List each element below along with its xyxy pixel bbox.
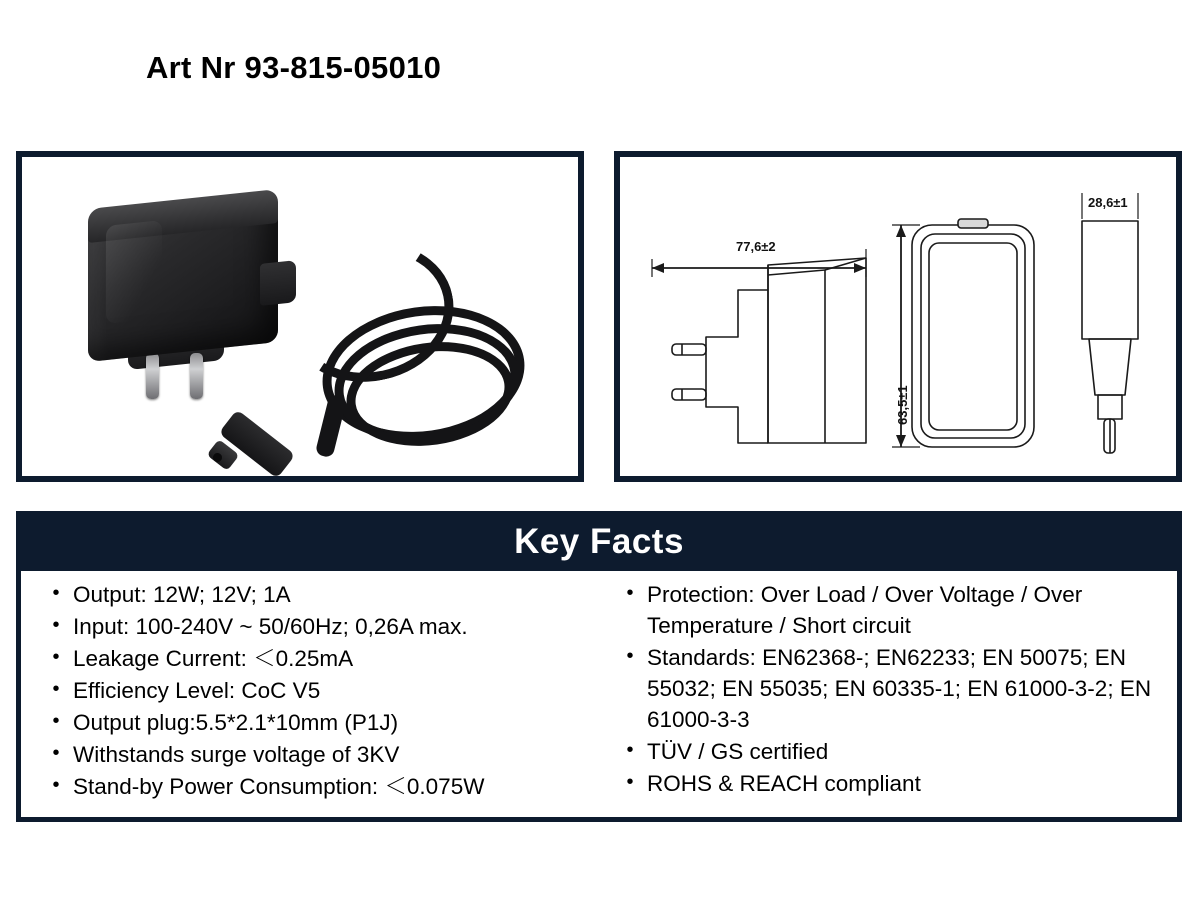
list-item <box>39 739 593 770</box>
key-facts-body <box>21 571 1177 803</box>
key-fact-text: Output plug:5.5*2.1*10mm (P1J) <box>73 709 399 735</box>
list-item <box>613 642 1171 735</box>
bullet-icon: • <box>626 739 634 762</box>
bullet-icon: • <box>52 709 60 732</box>
list-item <box>613 579 1171 641</box>
technical-drawing-image <box>620 157 1176 476</box>
key-fact-text: Input: 100-240V ~ 50/60Hz; 0,26A max. <box>73 613 468 639</box>
bullet-icon: • <box>52 645 60 668</box>
product-photo-panel <box>16 151 584 482</box>
dimension-height-label: 63,5±1 <box>895 385 910 425</box>
product-photo-image <box>22 157 578 476</box>
page-title: Art Nr 93-815-05010 <box>146 50 442 85</box>
bullet-icon: • <box>626 581 634 604</box>
key-facts-panel <box>16 511 1182 822</box>
key-facts-left-column <box>21 579 599 803</box>
list-item <box>613 768 1171 799</box>
key-fact-text: Output: 12W; 12V; 1A <box>73 581 291 607</box>
key-fact-text: Standards: EN62368-; EN62233; EN 50075; EN 55032; EN 55035; EN 60335-1; EN 61000-3-2; EN 61000-3-3 <box>647 644 1152 732</box>
key-fact-text: ROHS & REACH compliant <box>647 771 921 797</box>
key-fact-text: TÜV / GS certified <box>647 739 829 765</box>
key-fact-text: Stand-by Power Consumption: ＜0.075W <box>73 774 485 800</box>
list-item <box>39 611 593 642</box>
bullet-icon: • <box>52 774 60 797</box>
key-fact-text: Protection: Over Load / Over Voltage / Over Temperature / Short circuit <box>647 581 1083 638</box>
key-facts-right-column <box>599 579 1177 803</box>
list-item <box>613 736 1171 767</box>
list-item <box>39 643 593 674</box>
key-facts-heading: Key Facts <box>21 516 1177 571</box>
dimension-width-label: 77,6±2 <box>736 239 776 254</box>
bullet-icon: • <box>52 742 60 765</box>
bullet-icon: • <box>52 613 60 636</box>
cable-tail <box>315 394 347 459</box>
bullet-icon: • <box>626 771 634 794</box>
list-item <box>39 579 593 610</box>
bullet-icon: • <box>626 644 634 667</box>
list-item <box>39 707 593 738</box>
adapter-prong-left <box>146 353 159 399</box>
key-fact-text: Leakage Current: ＜0.25mA <box>73 645 354 671</box>
bullet-icon: • <box>52 581 60 604</box>
technical-drawing-panel <box>614 151 1182 482</box>
list-item <box>39 675 593 706</box>
adapter-highlight <box>106 220 162 324</box>
key-fact-text: Efficiency Level: CoC V5 <box>73 677 321 703</box>
bullet-icon: • <box>52 677 60 700</box>
dimension-depth-label: 28,6±1 <box>1088 195 1128 210</box>
list-item <box>39 771 593 802</box>
key-fact-text: Withstands surge voltage of 3KV <box>73 742 400 768</box>
adapter-prong-right <box>190 353 203 399</box>
